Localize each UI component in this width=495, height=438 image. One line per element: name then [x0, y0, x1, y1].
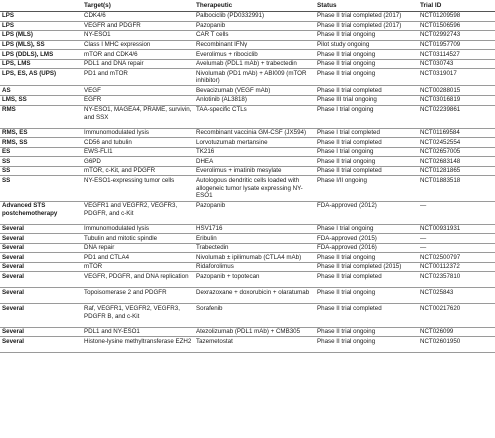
- cell-status: Phase II trial ongoing: [315, 31, 418, 41]
- cell-status: Phase I trial completed: [315, 128, 418, 138]
- cell-tumor: Several: [0, 272, 82, 288]
- cell-therapeutic: DHEA: [194, 157, 315, 167]
- cell-status: Phase II trial completed (2015): [315, 262, 418, 272]
- cell-tumor: RMS, SS: [0, 138, 82, 148]
- cell-tumor: LPS, LMS: [0, 59, 82, 69]
- cell-tumor: LPS, ES, AS (UPS): [0, 69, 82, 86]
- cell-trial-id: NCT00112372: [418, 262, 495, 272]
- cell-targets: VEGFR and PDGFR: [82, 21, 194, 31]
- cell-trial-id: NCT02500797: [418, 253, 495, 263]
- cell-status: Phase II trial completed (2017): [315, 12, 418, 22]
- table-row: [0, 138, 495, 148]
- table-row: [0, 262, 495, 272]
- cell-therapeutic: Trabectedin: [194, 243, 315, 253]
- cell-status: Phase II trial ongoing: [315, 50, 418, 60]
- cell-therapeutic: Pazopanib + topotecan: [194, 272, 315, 288]
- table-header: [0, 0, 495, 12]
- cell-therapeutic: Palbociclib (PD0332991): [194, 12, 315, 22]
- table-row: [0, 253, 495, 263]
- table-body: [0, 12, 495, 353]
- cell-status: Phase II trial ongoing: [315, 327, 418, 337]
- cell-trial-id: NCT026099: [418, 327, 495, 337]
- cell-tumor: LPS (MLS), SS: [0, 40, 82, 50]
- table-row: [0, 86, 495, 96]
- cell-targets: Topoisomerase 2 and PDGFR: [82, 288, 194, 304]
- cell-trial-id: NCT01957709: [418, 40, 495, 50]
- cell-therapeutic: Lorvotuzumab mertansine: [194, 138, 315, 148]
- cell-trial-id: NCT00217620: [418, 304, 495, 327]
- cell-trial-id: NCT02683148: [418, 157, 495, 167]
- cell-status: Phase II trial completed: [315, 272, 418, 288]
- cell-trial-id: —: [418, 234, 495, 244]
- cell-tumor: SS: [0, 176, 82, 201]
- table-row: [0, 59, 495, 69]
- cell-tumor: AS: [0, 86, 82, 96]
- cell-therapeutic: CAR T cells: [194, 31, 315, 41]
- cell-therapeutic: Sorafenib: [194, 304, 315, 327]
- cell-status: Phase I trial ongoing: [315, 224, 418, 234]
- cell-targets: CD56 and tubulin: [82, 138, 194, 148]
- cell-targets: VEGF: [82, 86, 194, 96]
- cell-tumor: Several: [0, 234, 82, 244]
- table-row: [0, 31, 495, 41]
- cell-therapeutic: Anlotinib (AL3818): [194, 96, 315, 106]
- cell-targets: EGFR: [82, 96, 194, 106]
- cell-therapeutic: Recombinant IFNγ: [194, 40, 315, 50]
- header-row: [0, 0, 495, 12]
- cell-trial-id: NCT01209598: [418, 12, 495, 22]
- cell-trial-id: NCT01506596: [418, 21, 495, 31]
- cell-therapeutic: TAA-specific CTLs: [194, 105, 315, 128]
- cell-tumor: LPS (DDLS), LMS: [0, 50, 82, 60]
- cell-therapeutic: Autologous dendritic cells loaded with allogeneic tumor lysate expressing NY-ESO1: [194, 176, 315, 201]
- table-row: [0, 176, 495, 201]
- table-row: [0, 12, 495, 22]
- cell-tumor: RMS, ES: [0, 128, 82, 138]
- cell-therapeutic: Recombinant vaccinia GM-CSF (JX594): [194, 128, 315, 138]
- table-row: [0, 272, 495, 288]
- header-trial-id: Trial ID: [418, 0, 495, 12]
- cell-therapeutic: Everolimus + ribociclib: [194, 50, 315, 60]
- cell-targets: G6PD: [82, 157, 194, 167]
- table-row: [0, 166, 495, 176]
- cell-trial-id: NCT03114527: [418, 50, 495, 60]
- cell-therapeutic: Atezolizumab (PDL1 mAb) + CMB305: [194, 327, 315, 337]
- table-row: [0, 128, 495, 138]
- table-row: [0, 157, 495, 167]
- cell-trial-id: NCT02992743: [418, 31, 495, 41]
- cell-status: Pilot study ongoing: [315, 40, 418, 50]
- cell-status: Phase II trial ongoing: [315, 157, 418, 167]
- table-row: [0, 147, 495, 157]
- cell-therapeutic: Pazopanib: [194, 201, 315, 224]
- cell-tumor: SS: [0, 157, 82, 167]
- cell-targets: NY-ESO1-expressing tumor cells: [82, 176, 194, 201]
- cell-tumor: Several: [0, 337, 82, 353]
- cell-targets: VEGFR1 and VEGFR2, VEGFR3, PDGFR, and c-Kit: [82, 201, 194, 224]
- cell-trial-id: NCT02357810: [418, 272, 495, 288]
- table-row: [0, 50, 495, 60]
- cell-trial-id: NCT01169584: [418, 128, 495, 138]
- cell-status: Phase I/II ongoing: [315, 176, 418, 201]
- cell-trial-id: NCT025843: [418, 288, 495, 304]
- table-row: [0, 327, 495, 337]
- cell-status: Phase II trial ongoing: [315, 59, 418, 69]
- cell-targets: Histone-lysine methyltransferase EZH2: [82, 337, 194, 353]
- cell-tumor: Several: [0, 224, 82, 234]
- cell-tumor: LPS: [0, 12, 82, 22]
- cell-targets: CDK4/6: [82, 12, 194, 22]
- cell-targets: Raf, VEGFR1, VEGFR2, VEGFR3, PDGFR B, and c-Kit: [82, 304, 194, 327]
- cell-status: Phase II trial completed (2017): [315, 21, 418, 31]
- table-row: [0, 96, 495, 106]
- cell-targets: DNA repair: [82, 243, 194, 253]
- cell-targets: Immunomodulated lysis: [82, 224, 194, 234]
- cell-status: Phase II trial completed: [315, 138, 418, 148]
- cell-targets: Immunomodulated lysis: [82, 128, 194, 138]
- cell-therapeutic: Dexrazoxane + doxorubicin + olaratumab: [194, 288, 315, 304]
- cell-therapeutic: Avelumab (PDL1 mAb) + trabectedin: [194, 59, 315, 69]
- cell-tumor: Advanced STS postchemotherapy: [0, 201, 82, 224]
- cell-therapeutic: HSV1716: [194, 224, 315, 234]
- cell-tumor: Several: [0, 327, 82, 337]
- cell-tumor: Several: [0, 262, 82, 272]
- cell-targets: PDL1 and DNA repair: [82, 59, 194, 69]
- cell-therapeutic: Nivolumab (PD1 mAb) + ABI009 (mTOR inhibitor): [194, 69, 315, 86]
- table-row: [0, 201, 495, 224]
- cell-status: FDA-approved (2015): [315, 234, 418, 244]
- cell-therapeutic: Everolimus + imatinib mesylate: [194, 166, 315, 176]
- cell-targets: NY-ESO1, MAGEA4, PRAME, survivin, and SSX: [82, 105, 194, 128]
- cell-therapeutic: Ridaforolimus: [194, 262, 315, 272]
- cell-therapeutic: Eribulin: [194, 234, 315, 244]
- cell-targets: mTOR: [82, 262, 194, 272]
- cell-status: Phase II trial ongoing: [315, 253, 418, 263]
- cell-trial-id: NCT0319017: [418, 69, 495, 86]
- table-row: [0, 234, 495, 244]
- cell-tumor: LPS: [0, 21, 82, 31]
- cell-trial-id: NCT00931931: [418, 224, 495, 234]
- cell-status: Phase I trial ongoing: [315, 147, 418, 157]
- cell-tumor: SS: [0, 166, 82, 176]
- cell-status: Phase III trial ongoing: [315, 96, 418, 106]
- table-row: [0, 69, 495, 86]
- cell-status: Phase II trial ongoing: [315, 337, 418, 353]
- cell-targets: PDL1 and NY-ESO1: [82, 327, 194, 337]
- table-row: [0, 40, 495, 50]
- cell-therapeutic: Pazopanib: [194, 21, 315, 31]
- cell-trial-id: NCT02657005: [418, 147, 495, 157]
- cell-trial-id: —: [418, 243, 495, 253]
- cell-targets: mTOR, c-Kit, and PDGFR: [82, 166, 194, 176]
- cell-therapeutic: Nivolumab ± ipilimumab (CTLA4 mAb): [194, 253, 315, 263]
- cell-trial-id: NCT00288015: [418, 86, 495, 96]
- cell-therapeutic: Bevacizumab (VEGF mAb): [194, 86, 315, 96]
- cell-status: FDA-approved (2012): [315, 201, 418, 224]
- cell-tumor: LMS, SS: [0, 96, 82, 106]
- table-row: [0, 105, 495, 128]
- cell-targets: VEGFR, PDGFR, and DNA replication: [82, 272, 194, 288]
- cell-trial-id: —: [418, 201, 495, 224]
- cell-targets: Tubulin and mitotic spindle: [82, 234, 194, 244]
- table-row: [0, 224, 495, 234]
- cell-status: Phase II trial ongoing: [315, 288, 418, 304]
- cell-tumor: LPS (MLS): [0, 31, 82, 41]
- table-row: [0, 288, 495, 304]
- cell-targets: PD1 and mTOR: [82, 69, 194, 86]
- cell-status: Phase I trial ongoing: [315, 105, 418, 128]
- cell-trial-id: NCT02452554: [418, 138, 495, 148]
- cell-status: Phase II trial ongoing: [315, 69, 418, 86]
- header-tumor: [0, 0, 82, 12]
- cell-tumor: RMS: [0, 105, 82, 128]
- cell-trial-id: NCT02239861: [418, 105, 495, 128]
- cell-tumor: Several: [0, 288, 82, 304]
- cell-tumor: ES: [0, 147, 82, 157]
- cell-trial-id: NCT02601950: [418, 337, 495, 353]
- table-row: [0, 243, 495, 253]
- cell-targets: Class I MHC expression: [82, 40, 194, 50]
- cell-tumor: Several: [0, 304, 82, 327]
- header-therapeutic: Therapeutic: [194, 0, 315, 12]
- cell-trial-id: NCT03016819: [418, 96, 495, 106]
- cell-therapeutic: TK216: [194, 147, 315, 157]
- cell-status: Phase II trial completed: [315, 304, 418, 327]
- cell-trial-id: NCT01281865: [418, 166, 495, 176]
- cell-trial-id: NCT030743: [418, 59, 495, 69]
- cell-status: Phase II trial completed: [315, 166, 418, 176]
- table-row: [0, 337, 495, 353]
- cell-targets: mTOR and CDK4/6: [82, 50, 194, 60]
- cell-status: FDA-approved (2016): [315, 243, 418, 253]
- cell-targets: PD1 and CTLA4: [82, 253, 194, 263]
- cell-targets: EWS-FLI1: [82, 147, 194, 157]
- table-row: [0, 304, 495, 327]
- header-targets: Target(s): [82, 0, 194, 12]
- cell-status: Phase II trial completed: [315, 86, 418, 96]
- cell-tumor: Several: [0, 243, 82, 253]
- cell-trial-id: NCT01883518: [418, 176, 495, 201]
- cell-targets: NY-ESO1: [82, 31, 194, 41]
- table-row: [0, 21, 495, 31]
- cell-tumor: Several: [0, 253, 82, 263]
- header-status: Status: [315, 0, 418, 12]
- cell-therapeutic: Tazemetostat: [194, 337, 315, 353]
